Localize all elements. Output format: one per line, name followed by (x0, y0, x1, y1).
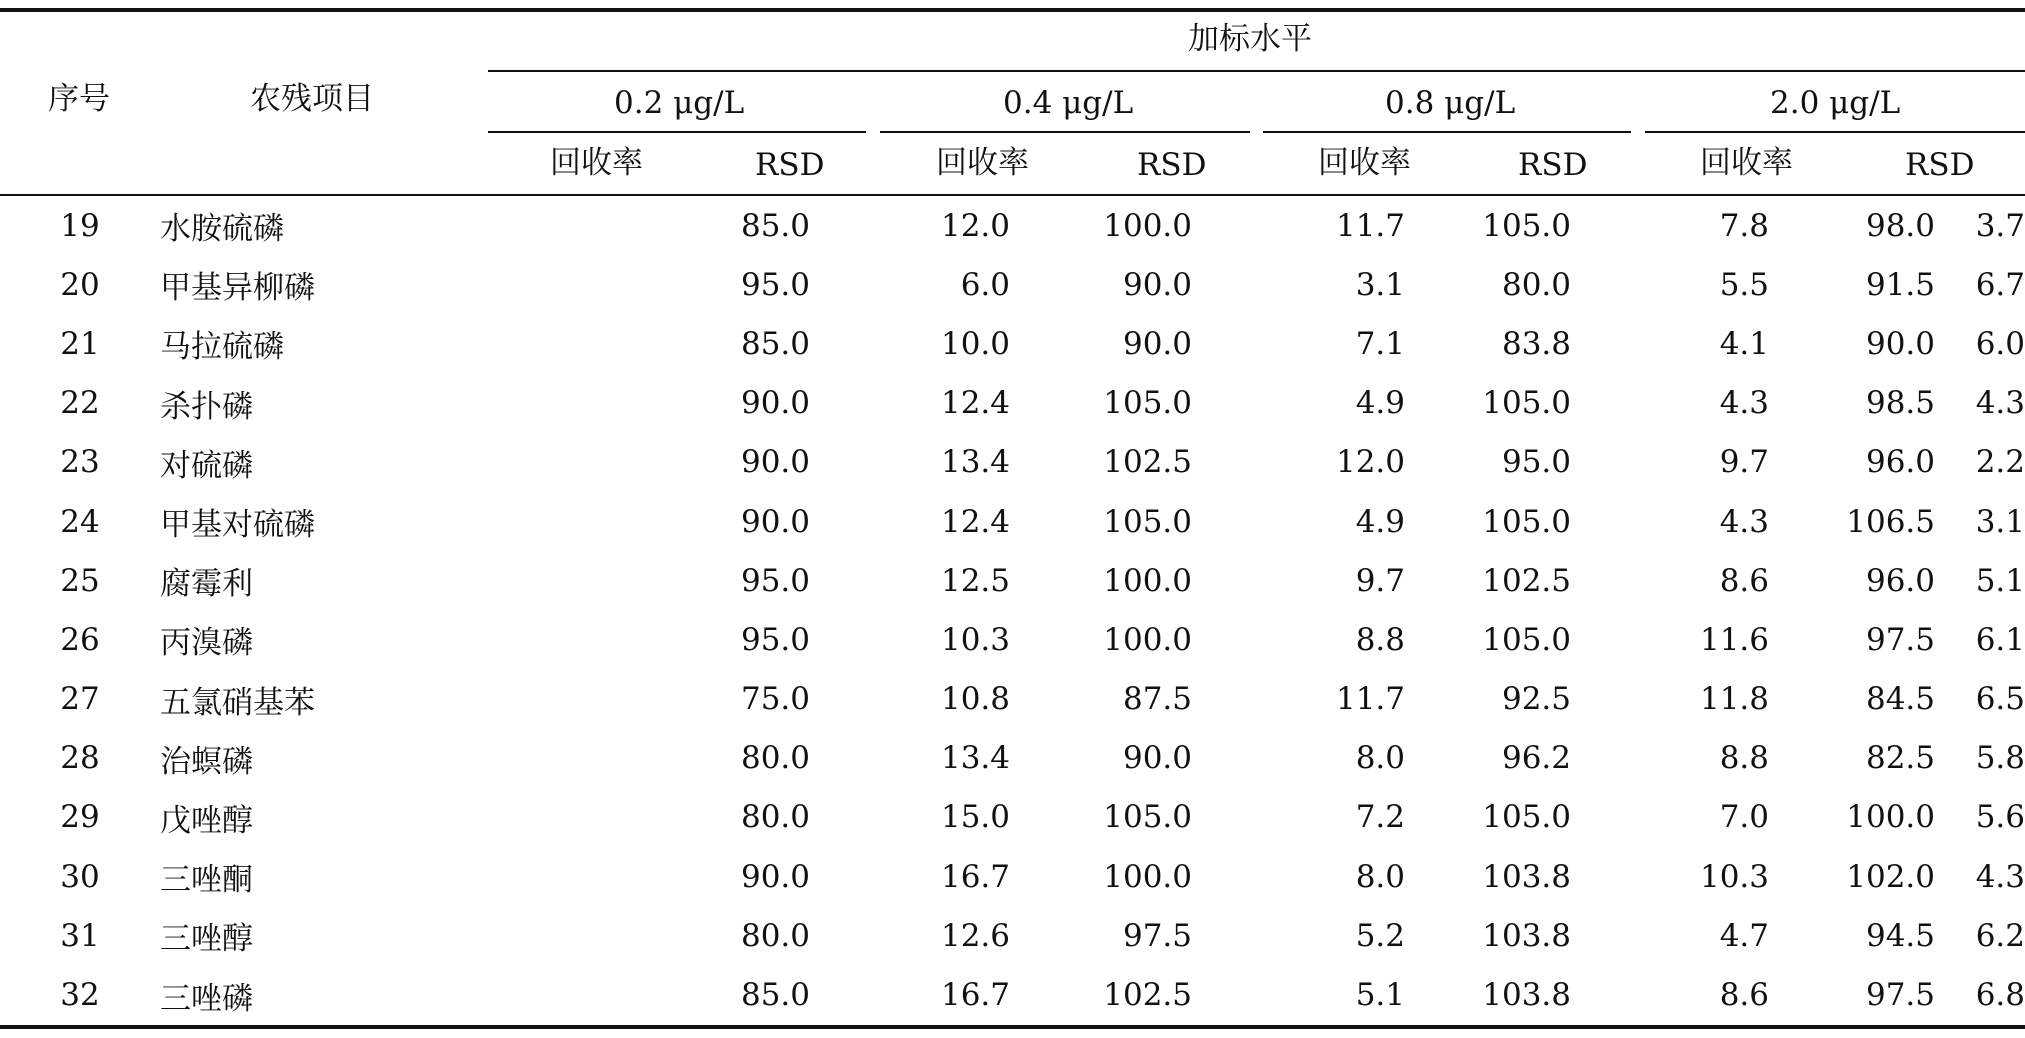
recovery-value: 106.5 (1846, 503, 1935, 540)
level-rule-4 (1645, 131, 2025, 133)
recovery-value: 75.0 (740, 681, 810, 718)
rsd-value: 8.0 (1355, 740, 1405, 777)
rsd-value: 11.7 (1335, 681, 1405, 718)
rsd-value: 10.0 (940, 325, 1010, 362)
pesticide-name: 腐霉利 (160, 566, 253, 603)
recovery-value: 98.5 (1865, 385, 1935, 422)
rsd-value: 12.5 (940, 562, 1010, 599)
rsd-value: 15.0 (940, 799, 1010, 836)
rsd-value: 2.2 (1975, 444, 2025, 481)
rsd-value: 4.3 (1719, 503, 1769, 540)
recovery-value: 96.0 (1865, 444, 1935, 481)
pesticide-name: 丙溴磷 (160, 625, 253, 662)
row-index: 21 (60, 325, 100, 362)
rsd-value: 3.7 (1975, 207, 2025, 244)
rsd-value: 11.6 (1699, 621, 1769, 658)
recovery-value: 100.0 (1103, 858, 1192, 895)
spacer-cell (500, 965, 630, 1024)
rsd-value: 11.8 (1699, 681, 1769, 718)
pesticide-name: 水胺硫磷 (160, 211, 284, 248)
header-item: 农残项目 (250, 81, 374, 117)
recovery-value: 90.0 (1122, 325, 1192, 362)
recovery-value: 105.0 (1482, 621, 1571, 658)
recovery-value: 85.0 (740, 325, 810, 362)
recovery-value: 105.0 (1482, 385, 1571, 422)
rsd-value: 7.2 (1355, 799, 1405, 836)
table-row (0, 610, 2025, 669)
spacer-cell (500, 847, 630, 906)
pesticide-name: 五氯硝基苯 (160, 684, 315, 721)
rsd-value: 3.1 (1355, 266, 1405, 303)
recovery-value: 97.5 (1122, 917, 1192, 954)
recovery-value: 90.0 (1865, 325, 1935, 362)
table-top-rule (0, 8, 2025, 12)
header-rsd-1: RSD (755, 147, 825, 183)
recovery-value: 80.0 (740, 917, 810, 954)
rsd-value: 16.7 (940, 858, 1010, 895)
recovery-value: 85.0 (740, 977, 810, 1014)
recovery-value: 105.0 (1103, 799, 1192, 836)
recovery-value: 105.0 (1103, 503, 1192, 540)
recovery-value: 102.5 (1482, 562, 1571, 599)
spacer-cell (500, 906, 630, 965)
recovery-value: 103.8 (1482, 977, 1571, 1014)
rsd-value: 10.3 (940, 621, 1010, 658)
rsd-value: 12.0 (1335, 444, 1405, 481)
recovery-value: 83.8 (1501, 325, 1571, 362)
recovery-table (0, 196, 2025, 1025)
rsd-value: 13.4 (940, 444, 1010, 481)
recovery-value: 96.2 (1501, 740, 1571, 777)
recovery-value: 90.0 (740, 385, 810, 422)
table-row (0, 670, 2025, 729)
recovery-value: 94.5 (1865, 917, 1935, 954)
rsd-value: 6.1 (1975, 621, 2025, 658)
recovery-value: 92.5 (1501, 681, 1571, 718)
pesticide-name: 治螟磷 (160, 743, 253, 780)
rsd-value: 8.6 (1719, 562, 1769, 599)
recovery-value: 80.0 (740, 740, 810, 777)
spacer-cell (500, 314, 630, 373)
rsd-value: 7.0 (1719, 799, 1769, 836)
recovery-value: 90.0 (740, 444, 810, 481)
header-rsd-3: RSD (1518, 147, 1588, 183)
table-row (0, 788, 2025, 847)
header-level-2: 0.4 μg/L (1003, 85, 1134, 121)
rsd-value: 6.8 (1975, 977, 2025, 1014)
rsd-value: 13.4 (940, 740, 1010, 777)
pesticide-name: 戊唑醇 (160, 802, 253, 839)
header-group-title: 加标水平 (1188, 21, 1312, 57)
rsd-value: 7.8 (1719, 207, 1769, 244)
header-recovery-3: 回收率 (1318, 145, 1411, 181)
rsd-value: 3.1 (1975, 503, 2025, 540)
row-index: 23 (60, 444, 100, 481)
recovery-value: 95.0 (1501, 444, 1571, 481)
rsd-value: 5.1 (1975, 562, 2025, 599)
header-level-4: 2.0 μg/L (1770, 85, 1901, 121)
recovery-value: 91.5 (1865, 266, 1935, 303)
rsd-value: 11.7 (1335, 207, 1405, 244)
row-index: 20 (60, 266, 100, 303)
pesticide-name: 对硫磷 (160, 447, 253, 484)
recovery-value: 96.0 (1865, 562, 1935, 599)
row-index: 19 (60, 207, 100, 244)
recovery-value: 100.0 (1846, 799, 1935, 836)
table-row (0, 847, 2025, 906)
recovery-value: 100.0 (1103, 562, 1192, 599)
row-index: 28 (60, 740, 100, 777)
rsd-value: 16.7 (940, 977, 1010, 1014)
row-index: 30 (60, 858, 100, 895)
table-row (0, 492, 2025, 551)
group-header-rule (488, 70, 2025, 72)
table-row (0, 551, 2025, 610)
rsd-value: 10.8 (940, 681, 1010, 718)
spacer-cell (500, 551, 630, 610)
spacer-cell (500, 196, 630, 255)
pesticide-name: 三唑酮 (160, 862, 253, 899)
spacer-cell (500, 788, 630, 847)
recovery-value: 95.0 (740, 562, 810, 599)
recovery-value: 90.0 (740, 858, 810, 895)
rsd-value: 12.6 (940, 917, 1010, 954)
table-bottom-rule (0, 1025, 2025, 1029)
recovery-value: 97.5 (1865, 621, 1935, 658)
recovery-value: 105.0 (1103, 385, 1192, 422)
rsd-value: 4.9 (1355, 503, 1405, 540)
rsd-value: 4.9 (1355, 385, 1405, 422)
spacer-cell (500, 433, 630, 492)
spacer-cell (500, 670, 630, 729)
recovery-value: 82.5 (1865, 740, 1935, 777)
rsd-value: 12.4 (940, 503, 1010, 540)
header-recovery-1: 回收率 (550, 145, 643, 181)
table-row (0, 729, 2025, 788)
rsd-value: 12.4 (940, 385, 1010, 422)
pesticide-name: 三唑磷 (160, 980, 253, 1017)
rsd-value: 5.8 (1975, 740, 2025, 777)
row-index: 22 (60, 385, 100, 422)
level-rule-3 (1263, 131, 1631, 133)
header-recovery-4: 回收率 (1700, 145, 1793, 181)
rsd-value: 8.8 (1355, 621, 1405, 658)
rsd-value: 6.5 (1975, 681, 2025, 718)
rsd-value: 4.7 (1719, 917, 1769, 954)
rsd-value: 6.2 (1975, 917, 2025, 954)
pesticide-name: 马拉硫磷 (160, 329, 284, 366)
table-row (0, 374, 2025, 433)
recovery-value: 103.8 (1482, 917, 1571, 954)
rsd-value: 10.3 (1699, 858, 1769, 895)
pesticide-name: 甲基异柳磷 (160, 270, 315, 307)
level-rule-2 (880, 131, 1250, 133)
row-index: 29 (60, 799, 100, 836)
table-row (0, 255, 2025, 314)
table-row (0, 196, 2025, 255)
pesticide-name: 三唑醇 (160, 921, 253, 958)
recovery-value: 103.8 (1482, 858, 1571, 895)
recovery-value: 105.0 (1482, 799, 1571, 836)
recovery-value: 100.0 (1103, 207, 1192, 244)
level-rule-1 (488, 131, 866, 133)
pesticide-name: 甲基对硫磷 (160, 507, 315, 544)
row-index: 32 (60, 977, 100, 1014)
rsd-value: 5.2 (1355, 917, 1405, 954)
recovery-value: 98.0 (1865, 207, 1935, 244)
rsd-value: 6.7 (1975, 266, 2025, 303)
table-row (0, 433, 2025, 492)
header-rsd-4: RSD (1905, 147, 1975, 183)
recovery-value: 80.0 (740, 799, 810, 836)
recovery-value: 85.0 (740, 207, 810, 244)
header-recovery-2: 回收率 (936, 145, 1029, 181)
rsd-value: 4.3 (1975, 858, 2025, 895)
header-rsd-2: RSD (1137, 147, 1207, 183)
rsd-value: 4.3 (1975, 385, 2025, 422)
rsd-value: 7.1 (1355, 325, 1405, 362)
rsd-value: 8.0 (1355, 858, 1405, 895)
recovery-value: 102.0 (1846, 858, 1935, 895)
spacer-cell (500, 729, 630, 788)
header-level-3: 0.8 μg/L (1385, 85, 1516, 121)
rsd-value: 6.0 (960, 266, 1010, 303)
rsd-value: 12.0 (940, 207, 1010, 244)
row-index: 25 (60, 562, 100, 599)
recovery-value: 90.0 (1122, 740, 1192, 777)
recovery-value: 100.0 (1103, 621, 1192, 658)
table-body (0, 196, 2025, 1025)
rsd-value: 9.7 (1719, 444, 1769, 481)
recovery-value: 90.0 (1122, 266, 1192, 303)
rsd-value: 6.0 (1975, 325, 2025, 362)
rsd-value: 4.3 (1719, 385, 1769, 422)
recovery-value: 105.0 (1482, 503, 1571, 540)
recovery-value: 102.5 (1103, 444, 1192, 481)
table-row (0, 906, 2025, 965)
rsd-value: 9.7 (1355, 562, 1405, 599)
pesticide-name: 杀扑磷 (160, 388, 253, 425)
recovery-value: 105.0 (1482, 207, 1571, 244)
recovery-value: 97.5 (1865, 977, 1935, 1014)
header-index: 序号 (48, 81, 110, 117)
row-index: 24 (60, 503, 100, 540)
table-row (0, 965, 2025, 1024)
spacer-cell (500, 374, 630, 433)
table-row (0, 314, 2025, 373)
row-index: 27 (60, 681, 100, 718)
recovery-value: 102.5 (1103, 977, 1192, 1014)
row-index: 26 (60, 621, 100, 658)
spacer-cell (500, 492, 630, 551)
recovery-value: 95.0 (740, 621, 810, 658)
recovery-value: 90.0 (740, 503, 810, 540)
header-level-1: 0.2 μg/L (614, 85, 745, 121)
rsd-value: 5.5 (1719, 266, 1769, 303)
recovery-value: 84.5 (1865, 681, 1935, 718)
row-index: 31 (60, 917, 100, 954)
recovery-value: 95.0 (740, 266, 810, 303)
rsd-value: 5.6 (1975, 799, 2025, 836)
rsd-value: 8.8 (1719, 740, 1769, 777)
recovery-value: 87.5 (1122, 681, 1192, 718)
spacer-cell (500, 610, 630, 669)
rsd-value: 4.1 (1719, 325, 1769, 362)
recovery-value: 80.0 (1501, 266, 1571, 303)
spacer-cell (500, 255, 630, 314)
rsd-value: 8.6 (1719, 977, 1769, 1014)
rsd-value: 5.1 (1355, 977, 1405, 1014)
